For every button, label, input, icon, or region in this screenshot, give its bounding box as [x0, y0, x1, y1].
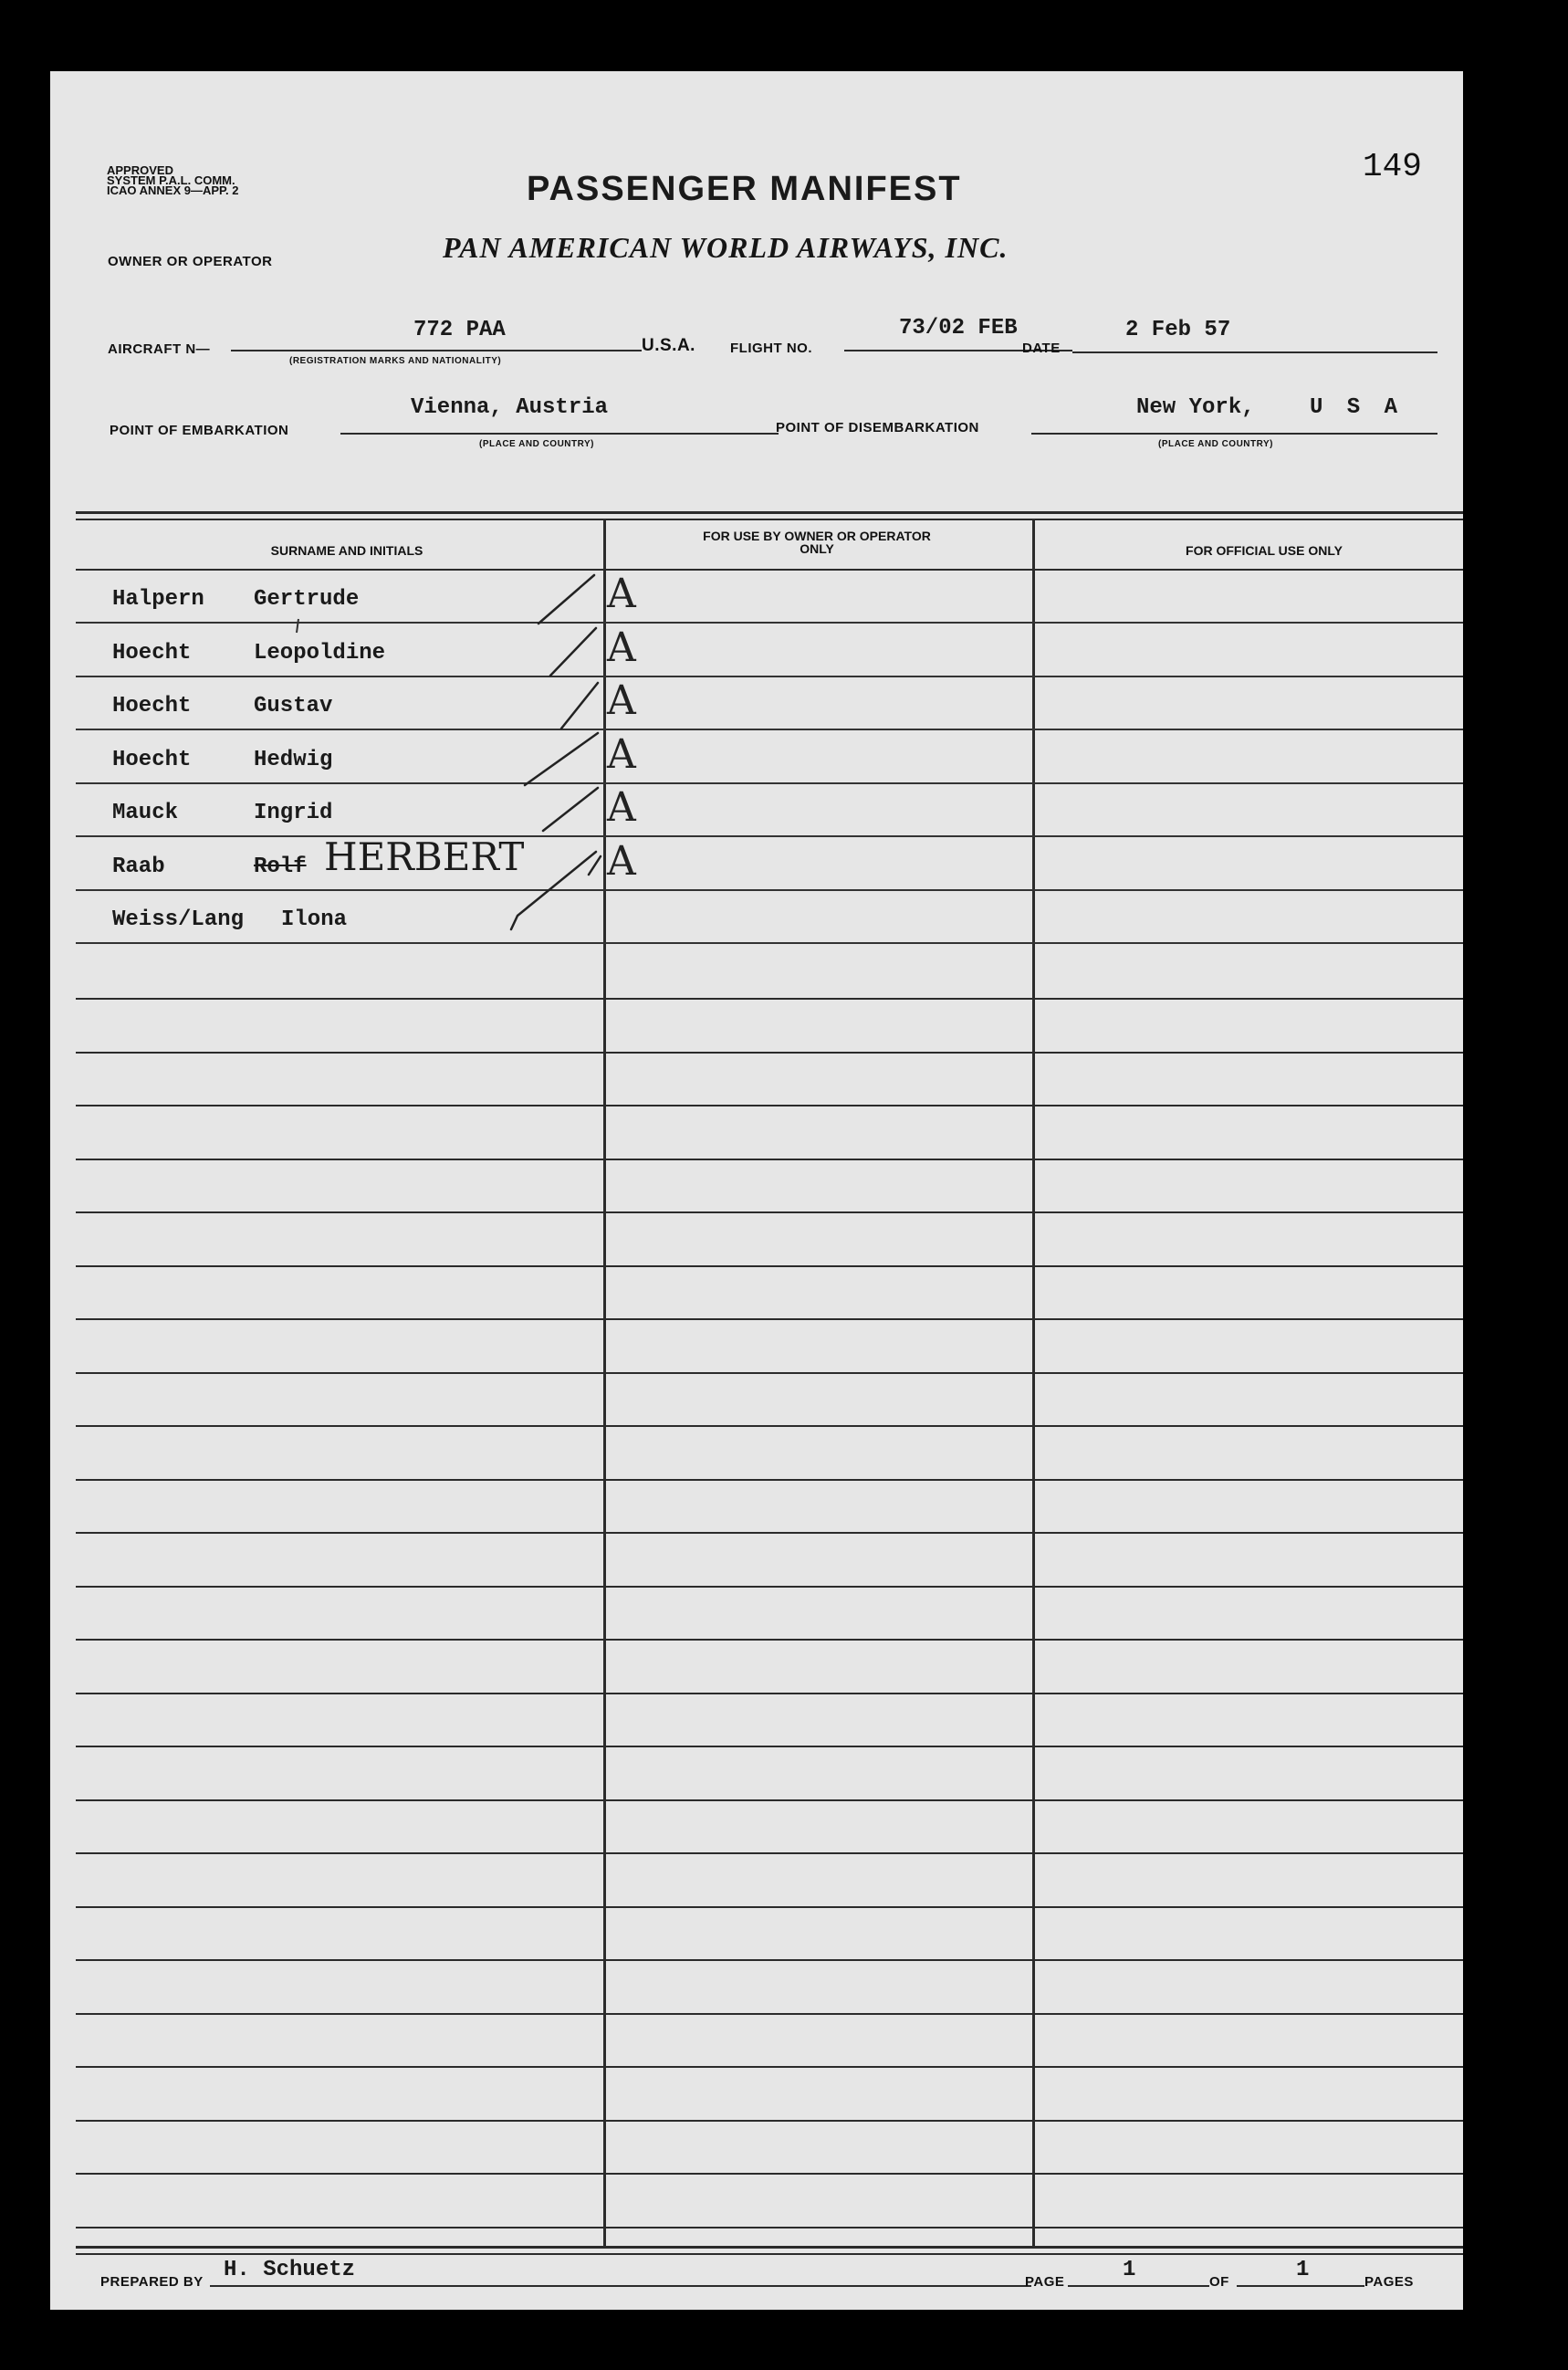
passenger-given-name: Leopoldine — [254, 640, 386, 666]
table-bottom-rule-2 — [76, 2253, 1463, 2255]
disembark-label: POINT OF DISEMBARKATION — [776, 420, 979, 435]
check-stroke — [525, 733, 598, 785]
page-label: PAGE — [1025, 2274, 1065, 2290]
handwritten-checkmarks — [50, 71, 1463, 2310]
registration-note: (REGISTRATION MARKS AND NATIONALITY) — [289, 356, 502, 366]
passenger-given-handwritten: HERBERT — [324, 834, 525, 879]
check-stroke — [561, 683, 598, 729]
check-stroke — [589, 856, 601, 875]
check-stroke — [538, 575, 594, 624]
passenger-surname: Hoecht — [112, 747, 192, 772]
passenger-surname: Hoecht — [112, 694, 192, 718]
page-number: 149 — [1363, 148, 1422, 185]
disembark-note: (PLACE AND COUNTRY) — [1158, 439, 1273, 449]
pages-label: PAGES — [1364, 2274, 1414, 2290]
disembark-city: New York, — [1136, 395, 1255, 420]
of-label: OF — [1209, 2274, 1229, 2290]
page-title: PASSENGER MANIFEST — [527, 170, 962, 208]
passenger-given-name: Ilona — [281, 907, 348, 932]
column-header-official: FOR OFFICIAL USE ONLY — [1186, 543, 1343, 558]
check-stroke — [511, 852, 596, 929]
passenger-surname: Raab — [112, 854, 165, 879]
passenger-given-name: Rolf — [254, 854, 307, 879]
country-code: U.S.A. — [642, 336, 695, 355]
page-underline — [1068, 2285, 1209, 2287]
of-value: 1 — [1296, 2258, 1310, 2282]
date-label: DATE — [1022, 341, 1061, 356]
aircraft-value: 772 PAA — [413, 318, 506, 342]
disembark-country: U S A — [1310, 395, 1404, 420]
owner-use-mark: A — [607, 730, 636, 778]
passenger-given-name: Hedwig — [254, 747, 333, 772]
passenger-surname: Mauck — [112, 801, 179, 825]
passenger-given-name: Ingrid — [254, 801, 333, 825]
manifest-sheet — [50, 71, 1463, 2310]
check-stroke — [543, 788, 598, 831]
embark-value: Vienna, Austria — [411, 395, 609, 420]
aircraft-label: AIRCRAFT N— — [108, 341, 211, 357]
column-header-owner: FOR USE BY OWNER OR OPERATOR ONLY — [703, 529, 931, 556]
page-value: 1 — [1123, 2258, 1136, 2282]
passenger-surname: Weiss/Lang — [112, 907, 245, 932]
table-bottom-rule-1 — [76, 2246, 1463, 2249]
approval-line-1: APPROVED — [107, 163, 173, 177]
prepared-label: PREPARED BY — [100, 2274, 204, 2290]
owner-use-mark: A — [607, 571, 636, 617]
date-value: 2 Feb 57 — [1125, 318, 1231, 342]
prepared-value: H. Schuetz — [224, 2258, 356, 2282]
embark-label: POINT OF EMBARKATION — [110, 423, 289, 438]
owner-use-mark: A — [607, 677, 636, 724]
embark-note: (PLACE AND COUNTRY) — [479, 439, 594, 449]
flight-label: FLIGHT NO. — [730, 341, 812, 356]
prepared-underline — [210, 2285, 1031, 2287]
approval-line-2: SYSTEM P.A.L. COMM. — [107, 173, 235, 187]
check-stroke — [550, 628, 596, 676]
passenger-surname: Halpern — [112, 587, 204, 612]
column-header-names: SURNAME AND INITIALS — [270, 543, 423, 558]
passenger-given-name: Gertrude — [254, 587, 360, 612]
owner-label: OWNER OR OPERATOR — [108, 254, 273, 269]
flight-value: 73/02 FEB — [899, 316, 1018, 341]
owner-use-mark: A — [607, 624, 636, 671]
passenger-surname: Hoecht — [112, 640, 192, 666]
passenger-given-name: Gustav — [254, 694, 333, 718]
owner-name: PAN AMERICAN WORLD AIRWAYS, INC. — [443, 231, 1009, 264]
owner-use-mark: A — [607, 837, 636, 885]
approval-line-3: ICAO ANNEX 9—APP. 2 — [107, 184, 239, 197]
of-underline — [1237, 2285, 1364, 2287]
owner-use-mark: A — [607, 784, 636, 831]
